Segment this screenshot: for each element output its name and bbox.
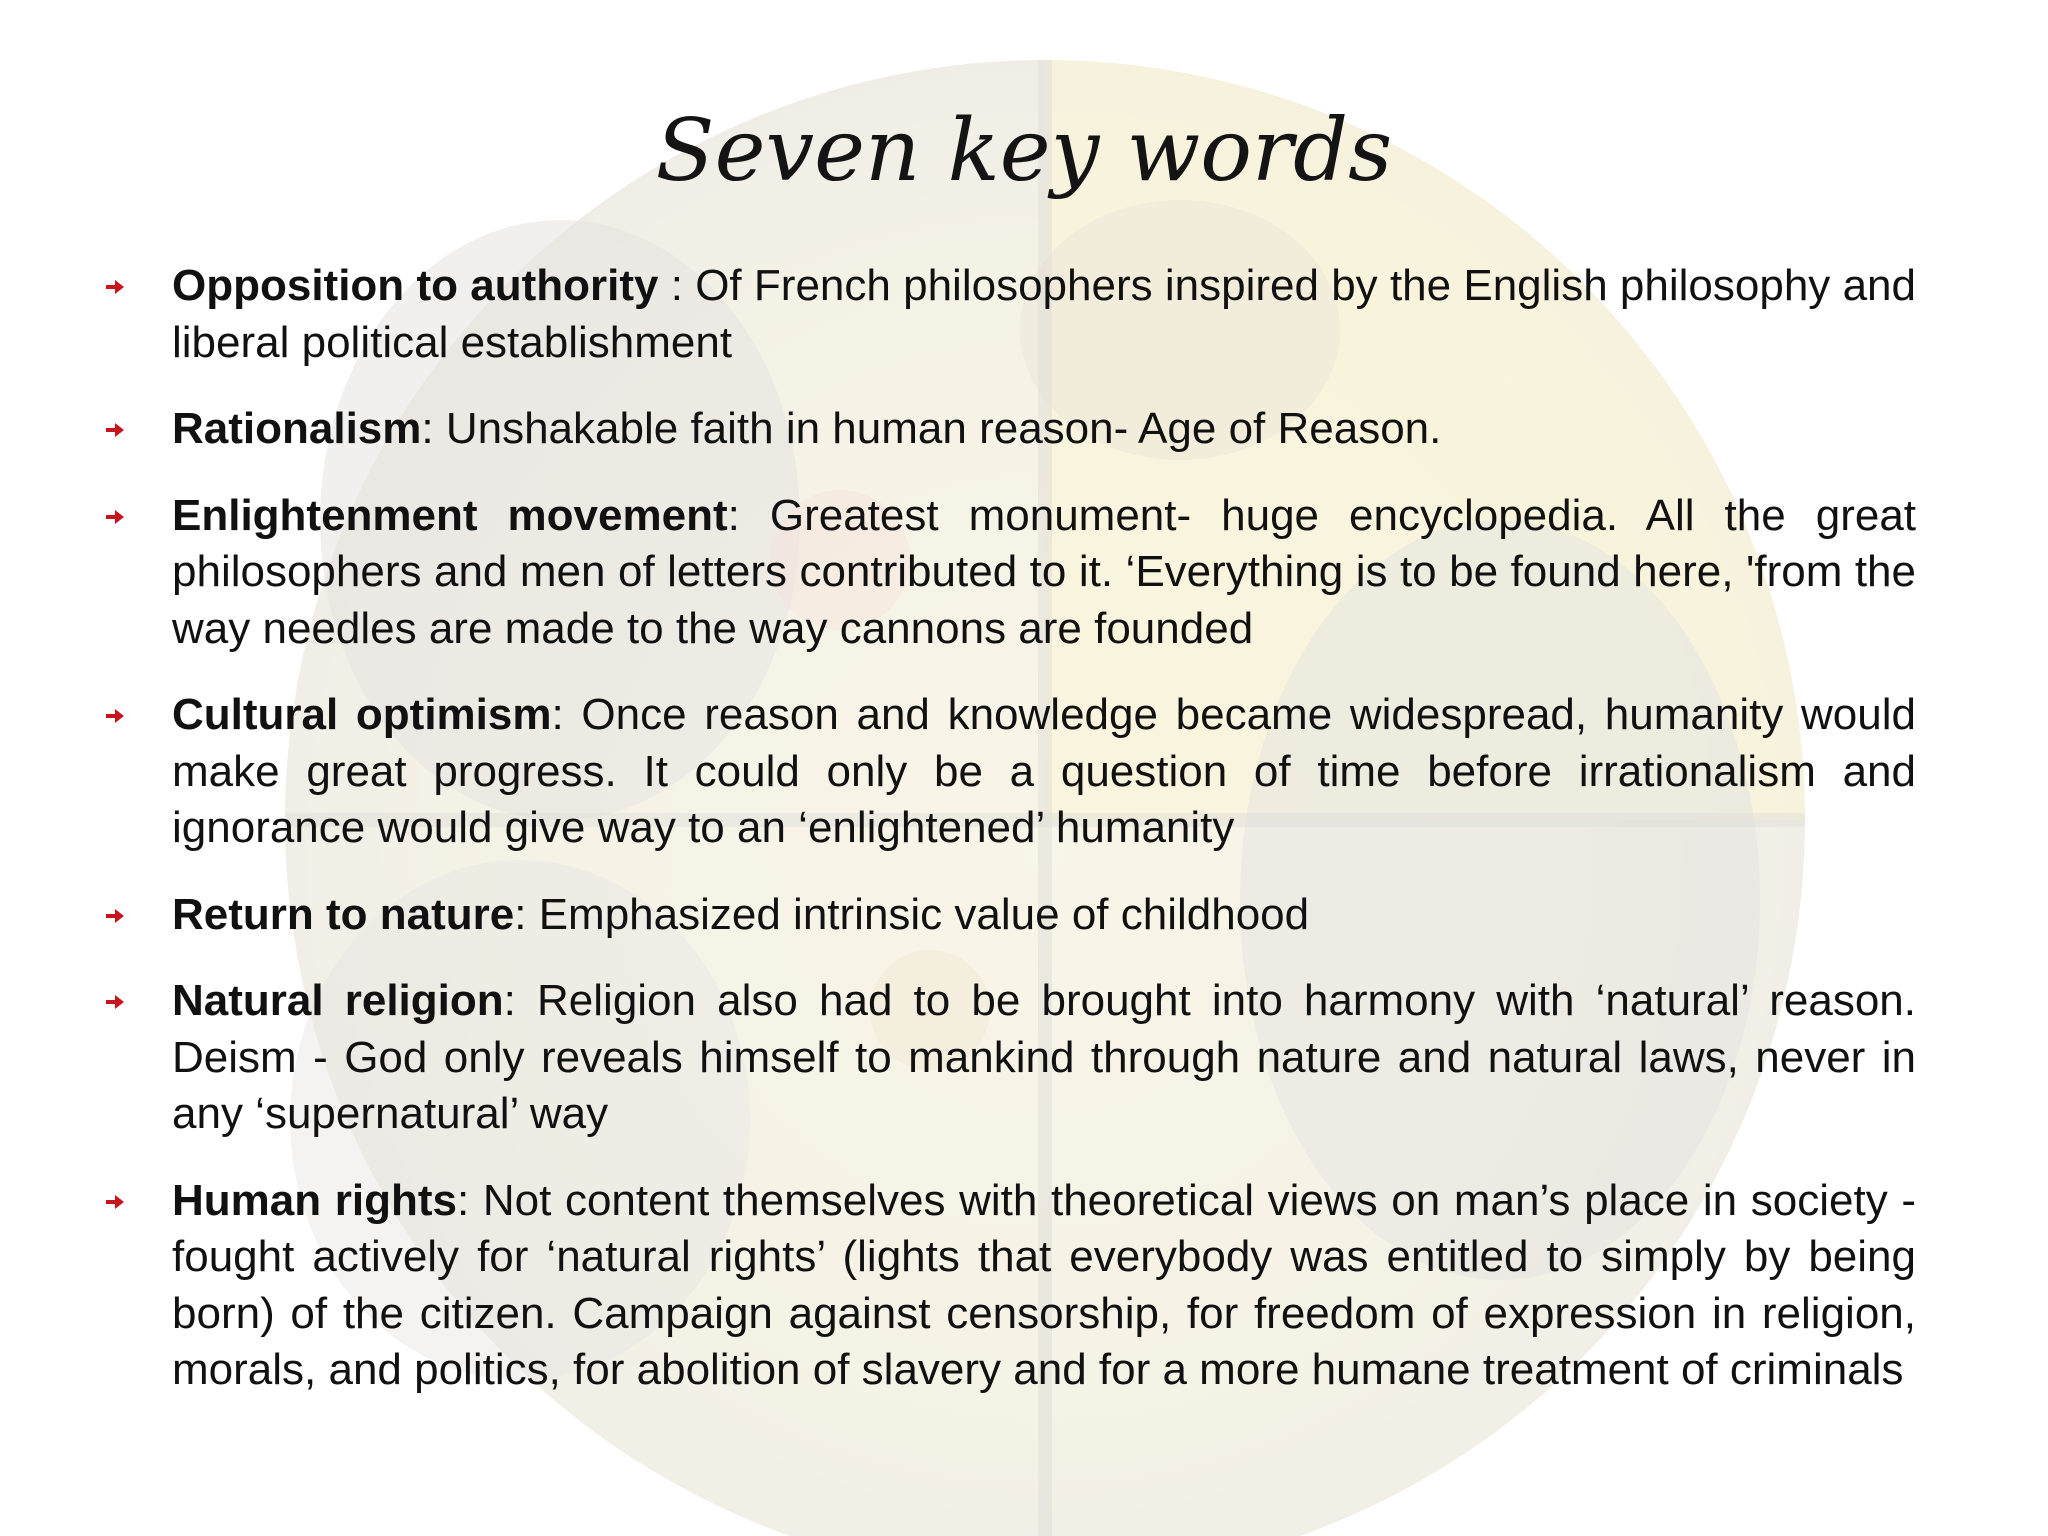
bullet-separator: :: [658, 261, 696, 310]
bullet-item: [100, 887, 1916, 944]
bullet-separator: :: [551, 690, 582, 739]
bullet-text: Once reason and knowledge became widespread, humanity would make great progress. It could only be a question of time before irrationalism and ignorance would give way to an ‘enlightened’ humanity: [172, 690, 1916, 852]
bullet-item: [100, 973, 1916, 1143]
bullet-text: Of French philosophers inspired by the English philosophy and liberal political establishment: [172, 261, 1916, 367]
bullet-separator: :: [727, 490, 770, 540]
bullet-item: [100, 258, 1916, 371]
bullet-separator: :: [456, 1175, 483, 1225]
red-arrow-bullet-icon: [106, 709, 124, 723]
bullet-separator: :: [514, 889, 539, 939]
bullet-text: Greatest monument- huge encyclopedia. All the great philosophers and men of letters contributed to it. ‘Everything is to be found here, 'from the way needles are made to the way cannons are founded: [172, 490, 1917, 653]
bullet-separator: :: [503, 976, 538, 1025]
red-arrow-bullet-icon: [106, 510, 124, 524]
bullet-term: Return to nature: [172, 889, 515, 939]
bullet-term: Opposition to authority: [172, 261, 659, 310]
bullet-item: [100, 1173, 1916, 1399]
bullet-item: [100, 488, 1916, 658]
bullet-text: Not content themselves with theoretical views on man’s place in society - fought actively for ‘natural rights’ (lights that everybody was entitled to simply by being born) of the citizen. Campaign against censorship, for freedom of expression in religion, morals, and politics, for abolition of slavery and for a more humane treatment of criminals: [172, 1175, 1917, 1394]
red-arrow-bullet-icon: [106, 909, 124, 923]
bullet-item: [100, 687, 1916, 857]
bullet-term: Cultural optimism: [172, 690, 552, 739]
bullet-term: Natural religion: [172, 976, 504, 1025]
red-arrow-bullet-icon: [106, 423, 124, 437]
red-arrow-bullet-icon: [106, 280, 124, 294]
bullet-list: [100, 258, 1916, 1429]
bullet-text: Emphasized intrinsic value of childhood: [538, 889, 1310, 939]
bullet-item: [100, 401, 1916, 458]
bullet-text: Unshakable faith in human reason- Age of Reason.: [445, 404, 1442, 453]
slide-title: Seven key words: [655, 101, 1393, 201]
bullet-term: Enlightenment movement: [172, 490, 728, 540]
bullet-term: Rationalism: [172, 404, 422, 453]
bullet-text: Religion also had to be brought into harmony with ‘natural’ reason. Deism - God only reveals himself to mankind through nature and natural laws, never in any ‘supernatural’ way: [172, 976, 1916, 1138]
bullet-separator: :: [421, 404, 446, 453]
red-arrow-bullet-icon: [106, 995, 124, 1009]
red-arrow-bullet-icon: [106, 1195, 124, 1209]
bullet-term: Human rights: [172, 1175, 457, 1225]
